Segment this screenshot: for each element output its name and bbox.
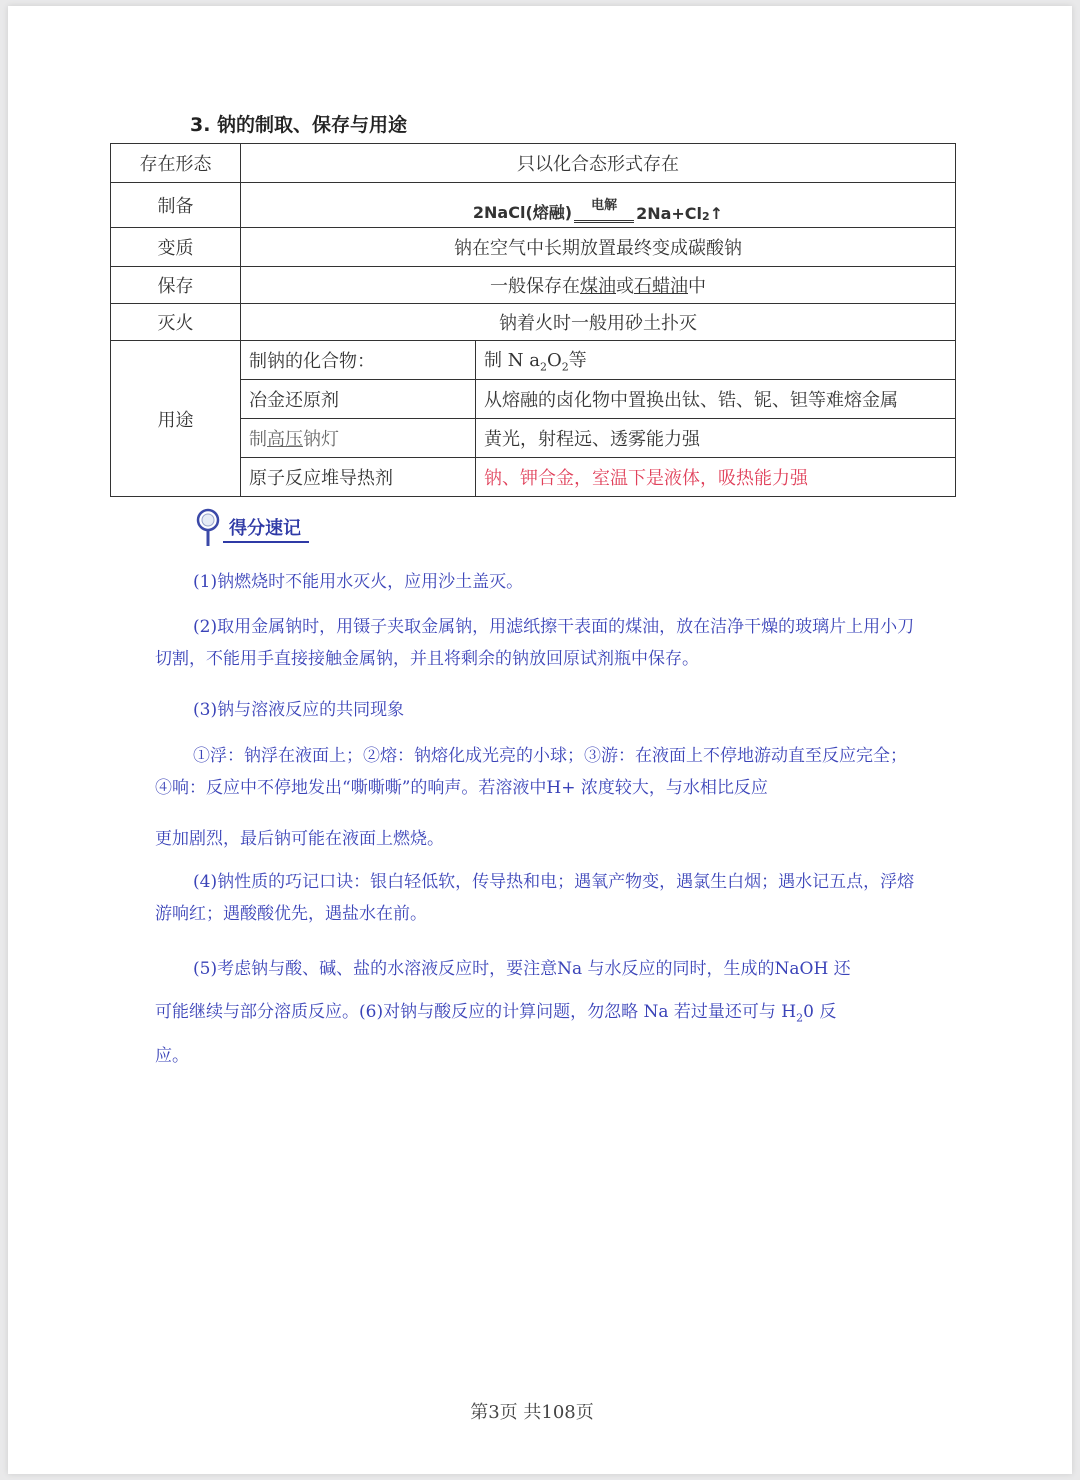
storage-kerosene: 煤油 bbox=[580, 276, 616, 297]
preparation-equation-cell bbox=[241, 183, 956, 228]
badge-label: 得分速记 bbox=[223, 514, 309, 543]
storage-prefix: 一般保存在 bbox=[490, 276, 580, 297]
equation-subscript: 2 bbox=[702, 209, 710, 223]
table-row bbox=[111, 228, 956, 267]
row-label-uses: 用途 bbox=[111, 341, 241, 497]
table-row bbox=[111, 341, 956, 380]
equation-condition: 电解 bbox=[591, 197, 618, 213]
electrolysis-equation bbox=[473, 188, 723, 223]
use-desc: 从熔融的卤化物中置换出钛、锆、铌、钽等难熔金属 bbox=[476, 380, 956, 419]
note-paragraph: (1)钠燃烧时不能用水灭火，应用沙土盖灭。 bbox=[193, 572, 524, 592]
equation-reactant: 2NaCl(熔融) bbox=[472, 202, 573, 222]
note-paragraph: 应。 bbox=[155, 1046, 189, 1066]
deterioration-value: 钠在空气中长期放置最终变成碳酸钠 bbox=[241, 228, 956, 267]
existence-value: 只以化合态形式存在 bbox=[241, 144, 956, 183]
use-desc-text: 等 bbox=[568, 350, 587, 372]
use-name: 冶金还原剂 bbox=[241, 380, 476, 419]
table-row bbox=[111, 183, 956, 228]
note-paragraph: 更加剧烈，最后钠可能在液面上燃烧。 bbox=[155, 829, 444, 849]
note-paragraph: (4)钠性质的巧记口诀：银白轻低软，传导热和电；遇氧产物变，遇氯生白烟；遇水记五点，浮熔游响红；遇酸酸优先，遇盐水在前。 bbox=[155, 872, 915, 924]
row-label-deterioration: 变质 bbox=[111, 228, 241, 267]
use-name: 制钠的化合物： bbox=[241, 341, 476, 380]
storage-value bbox=[241, 267, 956, 304]
use-name-text: 钠灯 bbox=[303, 429, 339, 450]
gas-arrow-icon: ↑ bbox=[709, 203, 724, 223]
page-footer: 第3页 共108页 bbox=[470, 1402, 594, 1423]
use-desc: 黄光，射程远、透雾能力强 bbox=[476, 419, 956, 458]
use-name bbox=[241, 419, 476, 458]
note-text: 0 反 bbox=[803, 1002, 837, 1022]
note-paragraph bbox=[155, 996, 917, 1034]
note-paragraph: (2)取用金属钠时，用镊子夹取金属钠，用滤纸擦干表面的煤油，放在洁净干燥的玻璃片上用小刀切割，不能用手直接接触金属钠，并且将剩余的钠放回原试剂瓶中保存。 bbox=[155, 617, 915, 669]
equation-products: 2Na+Cl bbox=[636, 203, 703, 223]
subscript: 2 bbox=[796, 1011, 804, 1025]
note-paragraph: (3)钠与溶液反应的共同现象 bbox=[193, 700, 405, 720]
row-label-existence: 存在形态 bbox=[111, 144, 241, 183]
row-label-preparation: 制备 bbox=[111, 183, 241, 228]
magnifier-icon bbox=[195, 508, 221, 548]
subscript: 2 bbox=[539, 360, 547, 374]
row-label-storage: 保存 bbox=[111, 267, 241, 304]
use-desc-text: 制 N a bbox=[484, 350, 540, 372]
table-row bbox=[111, 144, 956, 183]
storage-paraffin-oil: 石蜡油 bbox=[634, 276, 688, 297]
use-desc-text: O bbox=[546, 350, 562, 372]
fire-value: 钠着火时一般用砂土扑灭 bbox=[241, 304, 956, 341]
use-desc: 钠、钾合金，室温下是液体，吸热能力强 bbox=[476, 458, 956, 497]
table-row bbox=[111, 267, 956, 304]
equation-arrow bbox=[574, 197, 634, 223]
use-name-underlined: 高压 bbox=[267, 429, 303, 450]
row-label-fire: 灭火 bbox=[111, 304, 241, 341]
storage-suffix: 中 bbox=[688, 276, 706, 297]
use-name: 原子反应堆导热剂 bbox=[241, 458, 476, 497]
storage-or: 或 bbox=[616, 276, 634, 297]
use-desc bbox=[476, 341, 956, 380]
section-title: 3. 钠的制取、保存与用途 bbox=[190, 114, 408, 136]
sodium-properties-table bbox=[110, 143, 956, 497]
note-text: 可能继续与部分溶质反应。(6)对钠与酸反应的计算问题，勿忽略 Na 若过量还可与 H bbox=[155, 1002, 797, 1022]
table-row bbox=[111, 304, 956, 341]
note-paragraph: ①浮：钠浮在液面上；②熔：钠熔化成光亮的小球；③游：在液面上不停地游动直至反应完全；④响：反应中不停地发出“嘶嘶嘶”的响声。若溶液中H+ 浓度较大，与水相比反应 bbox=[155, 746, 907, 798]
score-notes-badge bbox=[195, 508, 309, 548]
note-paragraph: (5)考虑钠与酸、碱、盐的水溶液反应时，要注意Na 与水反应的同时，生成的NaOH 还 bbox=[193, 959, 851, 979]
subscript: 2 bbox=[561, 360, 569, 374]
use-name-text: 制 bbox=[249, 429, 267, 450]
